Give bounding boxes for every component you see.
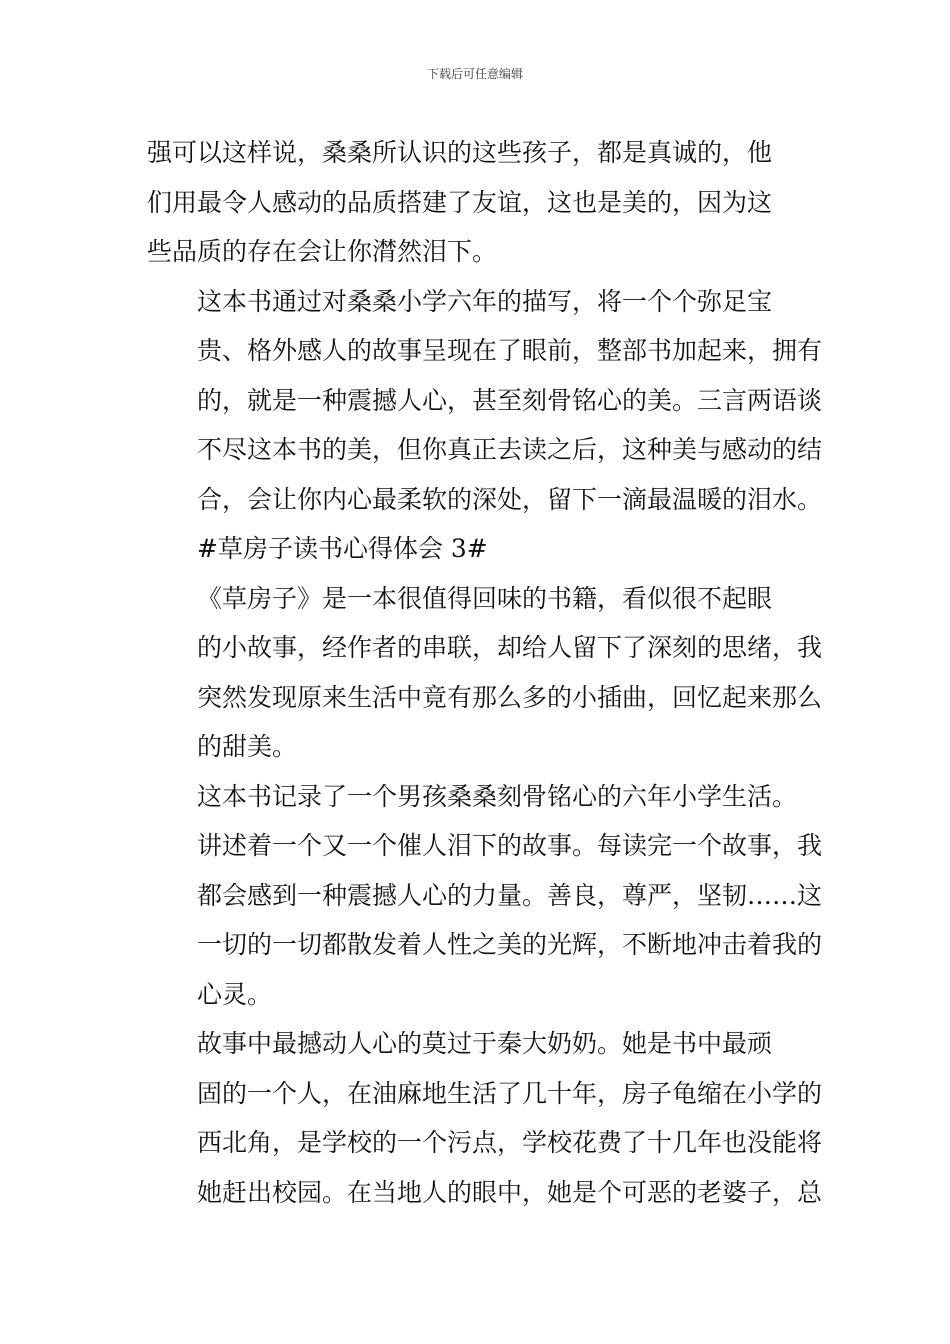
text-line: 们用最令人感动的品质搭建了友谊，这也是美的，因为这 — [147, 187, 773, 217]
paragraph — [147, 277, 823, 525]
text-line: 她赶出校园。在当地人的眼中，她是个可恶的老婆子，总 — [197, 1177, 823, 1207]
text-line: 的，就是一种震撼人心，甚至刻骨铭心的美。三言两语谈 — [197, 385, 823, 415]
text-line: 《草房子》是一本很值得回味的书籍，看似很不起眼 — [197, 583, 773, 613]
text-line: 的小故事，经作者的串联，却给人留下了深刻的思绪，我 — [197, 633, 823, 662]
text-line: 突然发现原来生活中竟有那么多的小插曲，回忆起来那么 — [197, 682, 823, 712]
text-line: 合，会让你内心最柔软的深处，留下一滴最温暖的泪水。 — [197, 484, 823, 514]
text-line: 心灵。 — [197, 979, 273, 1009]
text-line: 一切的一切都散发着人性之美的光辉，不断地冲击着我的 — [197, 930, 823, 959]
text-line: 的甜美。 — [197, 732, 298, 761]
paragraph — [147, 1019, 823, 1217]
text-line: 固的一个人，在油麻地生活了几十年，房子龟缩在小学的 — [197, 1078, 823, 1108]
document-body — [147, 128, 823, 1217]
paragraph — [147, 574, 823, 772]
text-line: 讲述着一个又一个催人泪下的故事。每读完一个故事，我 — [197, 831, 823, 860]
text-line: 贵、格外感人的故事呈现在了眼前，整部书加起来，拥有 — [197, 336, 823, 365]
text-line: 些品质的存在会让你潸然泪下。 — [147, 237, 498, 266]
text-line: 不尽这本书的美，但你真正去读之后，这种美与感动的结 — [197, 435, 823, 464]
text-line: 强可以这样说，桑桑所认识的这些孩子，都是真诚的，他 — [147, 138, 773, 167]
heading-text: #草房子读书心得体会 3# — [197, 534, 488, 563]
text-line: 这本书通过对桑桑小学六年的描写，将一个个弥足宝 — [197, 286, 773, 316]
paragraph — [147, 128, 815, 277]
text-line: 都会感到一种震撼人心的力量。善良，尊严，坚韧……这 — [197, 880, 823, 910]
text-line: 西北角，是学校的一个污点，学校花费了十几年也没能将 — [197, 1128, 823, 1157]
page-header: 下载后可任意编辑 — [426, 67, 523, 81]
section-heading — [147, 524, 815, 574]
text-line: 故事中最撼动人心的莫过于秦大奶奶。她是书中最顽 — [197, 1029, 773, 1058]
paragraph — [147, 772, 823, 1020]
text-line: 这本书记录了一个男孩桑桑刻骨铭心的六年小学生活。 — [197, 781, 798, 811]
